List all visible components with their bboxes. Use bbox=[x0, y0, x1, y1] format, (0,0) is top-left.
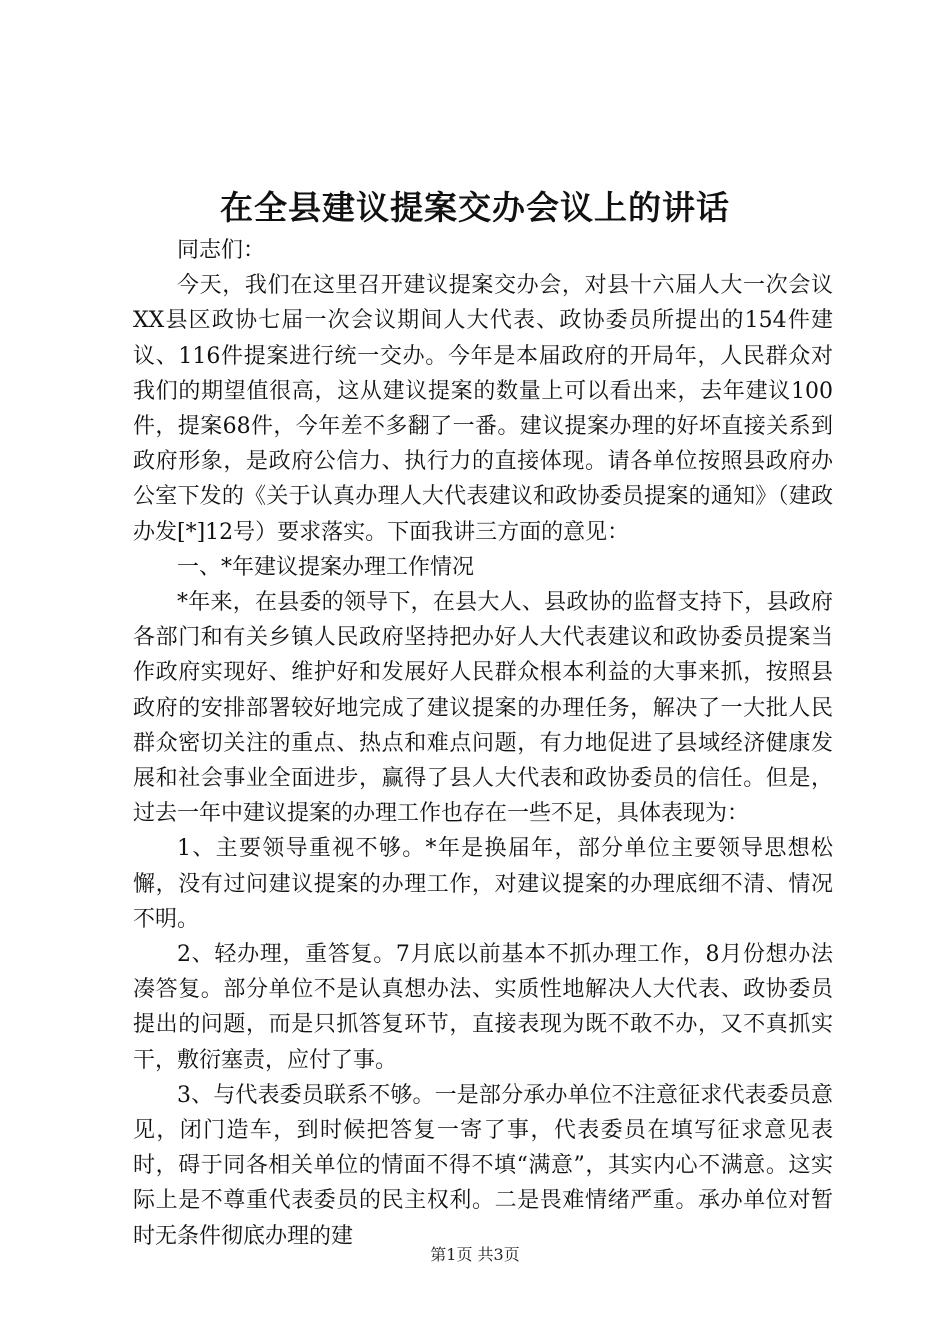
section-heading-1: 一、*年建议提案办理工作情况 bbox=[177, 554, 475, 580]
document-body bbox=[133, 233, 833, 1254]
salutation: 同志们： bbox=[177, 238, 266, 263]
page-footer: 第1页 共3页 bbox=[430, 1245, 520, 1264]
document-title: 在全县建议提案交办会议上的讲话 bbox=[220, 188, 730, 227]
paragraph-review: *年来，在县委的领导下，在县大人、县政协的监督支持下，县政府各部门和有关乡镇人民政府坚持把办好人大代表建议和政协委员提案当作政府实现好、维护好和发展好人民群众根本利益的大事来抓，按照县政府的安排部署较好地完成了建议提案的办理任务，解决了一大批人民群众密切关注的重点、热点和难点问题，有力地促进了县域经济健康发展和社会事业全面进步，赢得了县人大代表和政协委员的信任。但是，过去一年中建议提案的办理工作也存在一些不足，具体表现为： bbox=[133, 590, 833, 827]
paragraph-intro: 今天，我们在这里召开建议提案交办会，对县十六届人大一次会议XX县区政协七届一次会议期间人大代表、政协委员所提出的154件建议、116件提案进行统一交办。今年是本届政府的开局年，人民群众对我们的期望值很高，这从建议提案的数量上可以看出来，去年建议100件，提案68件，今年差不多翻了一番。建议提案办理的好坏直接关系到政府形象，是政府公信力、执行力的直接体现。请各单位按照县政府办公室下发的《关于认真办理人大代表建议和政协委员提案的通知》（建政办发[*]12号）要求落实。下面我讲三方面的意见： bbox=[133, 273, 833, 545]
paragraph-issue-1: 1、主要领导重视不够。*年是换届年，部分单位主要领导思想松懈，没有过问建议提案的办理工作，对建议提案的办理底细不清、情况不明。 bbox=[133, 836, 833, 932]
paragraph-issue-3: 3、与代表委员联系不够。一是部分承办单位不注意征求代表委员意见，闭门造车，到时候把答复一寄了事，代表委员在填写征求意见表时，碍于同各相关单位的情面不得不填“满意”，其实内心不满意。这实际上是不尊重代表委员的民主权利。二是畏难情绪严重。承办单位对暂时无条件彻底办理的建 bbox=[133, 1082, 833, 1249]
paragraph-issue-2: 2、轻办理，重答复。7月底以前基本不抓办理工作，8月份想办法凑答复。部分单位不是认真想办法、实质性地解决人大代表、政协委员提出的问题，而是只抓答复环节，直接表现为既不敢不办，又不真抓实干，敷衍塞责，应付了事。 bbox=[133, 942, 833, 1073]
